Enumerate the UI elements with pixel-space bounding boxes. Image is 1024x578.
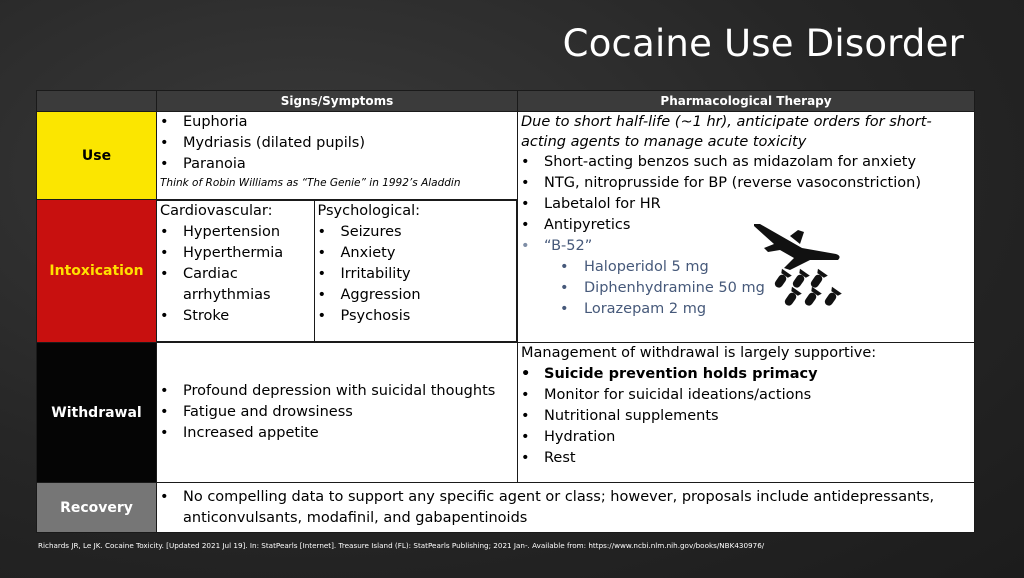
list-item: • No compelling data to support any specific agent or class; however, proposals include antidepressants, anticonvulsants, modafinil, and gabapentinoids	[157, 487, 974, 529]
bomber-plane-icon	[750, 218, 846, 310]
intoxication-signs-cell	[157, 200, 518, 343]
list-item: • Rest	[518, 448, 974, 469]
list-item: • Lorazepam 2 mg	[518, 299, 974, 320]
list-item: • Hydration	[518, 427, 974, 448]
list-item: • NTG, nitroprusside for BP (reverse vasoconstriction)	[518, 173, 974, 194]
row-label-withdrawal: Withdrawal	[37, 343, 157, 483]
header-row	[37, 91, 975, 112]
acute-therapy-list	[518, 152, 974, 257]
header-empty	[37, 91, 157, 112]
cardio-list	[157, 222, 314, 327]
list-item: • Stroke	[157, 306, 314, 327]
acute-therapy-cell	[518, 112, 975, 343]
list-item: • Anxiety	[315, 243, 517, 264]
list-item: • Hyperthermia	[157, 243, 314, 264]
b52-label: • “B-52”	[518, 236, 974, 257]
list-item: • Diphenhydramine 50 mg	[518, 278, 974, 299]
list-item: • Cardiac arrhythmias	[157, 264, 314, 306]
list-item: • Haloperidol 5 mg	[518, 257, 974, 278]
list-item: • Monitor for suicidal ideations/actions	[518, 385, 974, 406]
b52-list	[518, 257, 974, 320]
list-item: • Fatigue and drowsiness	[157, 402, 517, 423]
intoxication-inner-table	[157, 200, 517, 342]
header-therapy: Pharmacological Therapy	[518, 91, 975, 112]
list-item: • Irritability	[315, 264, 517, 285]
list-item: • Hypertension	[157, 222, 314, 243]
list-item: • Short-acting benzos such as midazolam for anxiety	[518, 152, 974, 173]
list-item: • Antipyretics	[518, 215, 974, 236]
list-item: • Suicide prevention holds primacy	[518, 364, 974, 385]
list-item: • Aggression	[315, 285, 517, 306]
cardio-title: Cardiovascular:	[160, 203, 273, 219]
row-withdrawal	[37, 343, 975, 483]
list-item: • Psychosis	[315, 306, 517, 327]
withdrawal-signs-list	[157, 381, 517, 444]
use-signs-cell	[157, 112, 518, 200]
list-item: • Paranoia	[157, 154, 517, 175]
recovery-cell	[157, 483, 975, 533]
recovery-list	[157, 487, 974, 529]
withdrawal-therapy-intro: Management of withdrawal is largely supportive:	[521, 345, 877, 361]
withdrawal-therapy-list	[518, 364, 974, 469]
citation: Richards JR, Le JK. Cocaine Toxicity. [Updated 2021 Jul 19]. In: StatPearls [Internet]. Treasure Island (FL): StatPearls Publishing; 2021 Jan-. Available from: https://www.ncbi.nlm.nih.gov/books/NBK430976/	[38, 541, 765, 550]
row-use	[37, 112, 975, 200]
slide-title: Cocaine Use Disorder	[562, 22, 964, 65]
list-item: • Seizures	[315, 222, 517, 243]
list-item: • Euphoria	[157, 112, 517, 133]
withdrawal-therapy-cell	[518, 343, 975, 483]
row-label-recovery: Recovery	[37, 483, 157, 533]
cocaine-table	[36, 90, 975, 533]
header-signs: Signs/Symptoms	[157, 91, 518, 112]
row-label-intoxication: Intoxication	[37, 200, 157, 343]
withdrawal-signs-cell	[157, 343, 518, 483]
psych-list	[315, 222, 517, 327]
row-recovery	[37, 483, 975, 533]
list-item: • Nutritional supplements	[518, 406, 974, 427]
psych-column	[314, 201, 517, 342]
use-note: Think of Robin Williams as “The Genie” in 1992’s Aladdin	[160, 177, 461, 189]
list-item: • Mydriasis (dilated pupils)	[157, 133, 517, 154]
row-label-use: Use	[37, 112, 157, 200]
psych-title: Psychological:	[317, 203, 421, 219]
cardio-column	[157, 201, 314, 342]
use-signs-list	[157, 112, 517, 175]
list-item: • Increased appetite	[157, 423, 517, 444]
list-item: • Labetalol for HR	[518, 194, 974, 215]
acute-therapy-intro: Due to short half-life (~1 hr), anticipate orders for short-acting agents to manage acute toxicity	[521, 114, 932, 150]
list-item: • Profound depression with suicidal thoughts	[157, 381, 517, 402]
